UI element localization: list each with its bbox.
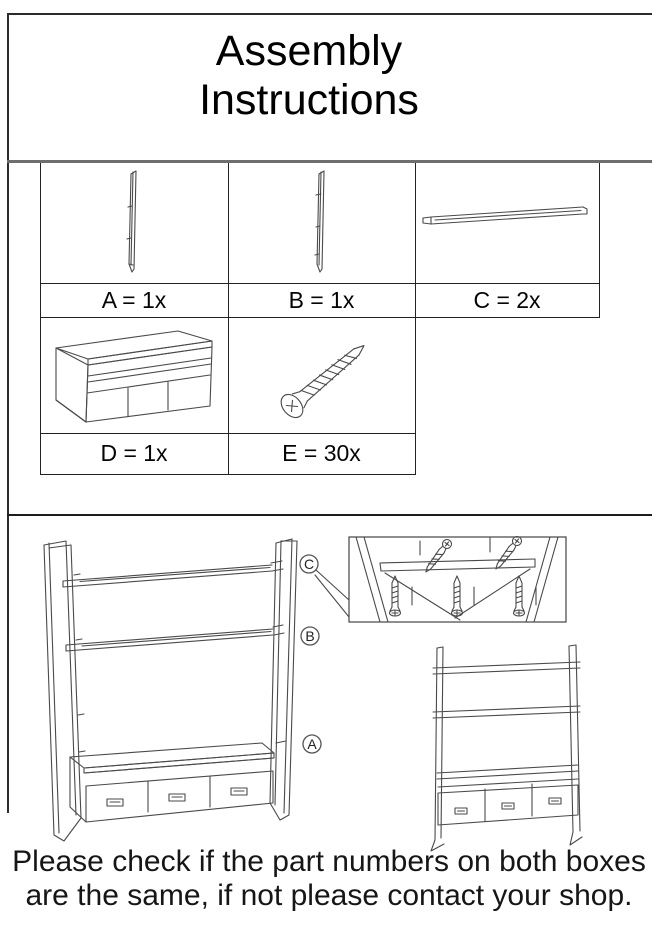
part-d-label [40,433,228,474]
part-e-label-text: E = 30x [282,440,361,466]
screw-detail-inset [349,535,566,622]
part-c-drawing [415,165,599,283]
title-line-1: Assembly [215,27,403,75]
page-title [7,27,611,125]
finished-unit-drawing [431,645,582,851]
part-a-label [40,283,228,317]
callout-c-label: C [303,556,315,572]
callout-leader-lines [315,570,349,617]
part-c-label [415,283,599,317]
main-unit-right-frame [270,539,297,820]
footer-note [0,845,658,913]
callout-b [301,627,319,645]
main-unit-top-shelf [63,565,272,587]
part-d-drawing [40,318,228,433]
part-e-label [228,433,415,474]
main-unit-drawer-cabinet [70,743,274,822]
page-top-border [7,13,652,15]
footer-line-1: Please check if the part numbers on both boxes [12,845,646,878]
footer-line-2: are the same, if not please contact your shop. [25,879,633,912]
main-unit-middle-shelf [66,629,273,651]
part-d-label-text: D = 1x [100,440,168,466]
assembly-diagram [0,515,658,855]
callout-a [303,735,321,753]
part-b-label [228,283,415,317]
part-e-drawing [228,318,415,433]
part-c-label-text: C = 2x [473,286,541,313]
callout-a-label: A [307,736,317,752]
title-section-separator [7,160,652,163]
part-a-label-text: A = 1x [101,286,167,313]
title-line-2: Instructions [199,76,419,124]
part-a-drawing [40,165,228,283]
callout-c [300,555,318,573]
parts-table-hline-bottom [40,474,416,475]
parts-table-vline-right [599,163,600,317]
part-b-drawing [228,165,415,283]
part-b-label-text: B = 1x [288,286,355,313]
callout-b-label: B [305,628,315,644]
